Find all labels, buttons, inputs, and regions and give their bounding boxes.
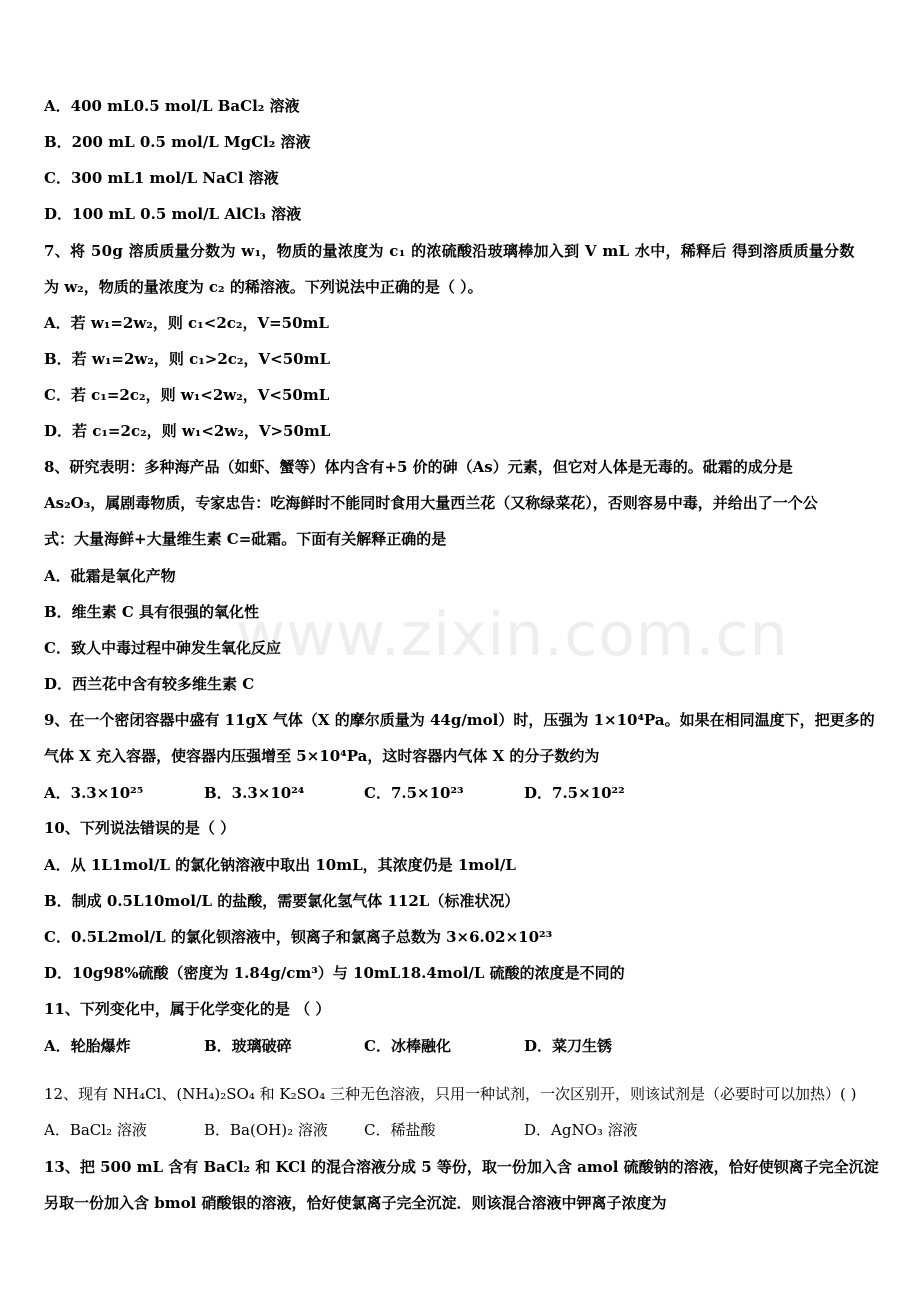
q13-stem-line-2: 另取一份加入含 bmol 硝酸银的溶液，恰好使氯离子完全沉淀．则该混合溶液中钾离子浓度为 — [44, 1194, 667, 1212]
q10-option-b: B．制成 0.5L10mol/L 的盐酸，需要氯化氢气体 112L（标准状况） — [44, 892, 520, 910]
q6-option-b: B．200 mL 0.5 mol/L MgCl₂ 溶液 — [44, 133, 311, 151]
q10-stem: 10、下列说法错误的是（ ） — [44, 819, 236, 837]
q9-stem-line-1: 9、在一个密闭容器中盛有 11gX 气体（X 的摩尔质量为 44g/mol）时，压强为 1×10⁴Pa。如果在相同温度下，把更多的 — [44, 711, 875, 729]
q8-option-b: B．维生素 C 具有很强的氧化性 — [44, 603, 260, 621]
q6-option-d: D．100 mL 0.5 mol/L AlCl₃ 溶液 — [44, 205, 302, 223]
q8-option-a: A．砒霜是氧化产物 — [44, 567, 176, 585]
q9-option-d: D．7.5×10²² — [524, 784, 625, 802]
q8-stem-line-2: As₂O₃，属剧毒物质，专家忠告：吃海鲜时不能同时食用大量西兰花（又称绿菜花），否则容易中毒，并给出了一个公 — [44, 494, 818, 512]
q8-stem-line-3: 式：大量海鲜+大量维生素 C=砒霜。下面有关解释正确的是 — [44, 530, 447, 548]
q8-option-d: D．西兰花中含有较多维生素 C — [44, 675, 255, 693]
q7-option-d: D．若 c₁=2c₂，则 w₁<2w₂，V>50mL — [44, 422, 331, 440]
q9-option-a: A．3.3×10²⁵ — [44, 784, 144, 802]
q11-option-a: A．轮胎爆炸 — [44, 1037, 131, 1055]
q13-stem-line-1: 13、把 500 mL 含有 BaCl₂ 和 KCl 的混合溶液分成 5 等份，取一份加入含 amol 硫酸钠的溶液，恰好使钡离子完全沉淀 — [44, 1158, 879, 1176]
q11-option-d: D．菜刀生锈 — [524, 1037, 613, 1055]
q7-stem-line-2: 为 w₂，物质的量浓度为 c₂ 的稀溶液。下列说法中正确的是（ ）。 — [44, 278, 483, 296]
q6-option-c: C．300 mL1 mol/L NaCl 溶液 — [44, 169, 279, 187]
q6-option-a: A．400 mL0.5 mol/L BaCl₂ 溶液 — [44, 97, 300, 115]
q12-stem: 12、现有 NH₄Cl、(NH₄)₂SO₄ 和 K₂SO₄ 三种无色溶液，只用一种试剂，一次区别开，则该试剂是（必要时可以加热）( ) — [44, 1085, 857, 1103]
q9-option-b: B．3.3×10²⁴ — [204, 784, 305, 802]
q10-option-c: C．0.5L2mol/L 的氯化钡溶液中，钡离子和氯离子总数为 3×6.02×10²³ — [44, 928, 553, 946]
q12-option-c: C．稀盐酸 — [364, 1121, 436, 1139]
watermark: www.zixin.com.cn — [236, 600, 789, 670]
q12-option-b: B．Ba(OH)₂ 溶液 — [204, 1121, 328, 1139]
q8-option-c: C．致人中毒过程中砷发生氧化反应 — [44, 639, 281, 657]
q12-option-d: D．AgNO₃ 溶液 — [524, 1121, 638, 1139]
q8-stem-line-1: 8、研究表明：多种海产品（如虾、蟹等）体内含有+5 价的砷（As）元素，但它对人体是无毒的。砒霜的成分是 — [44, 458, 793, 476]
q11-stem: 11、下列变化中，属于化学变化的是 （ ） — [44, 1000, 331, 1018]
q12-option-a: A．BaCl₂ 溶液 — [44, 1121, 147, 1139]
q7-option-b: B．若 w₁=2w₂，则 c₁>2c₂，V<50mL — [44, 350, 331, 368]
q10-option-d: D．10g98%硫酸（密度为 1.84g/cm³）与 10mL18.4mol/L 硫酸的浓度是不同的 — [44, 964, 625, 982]
q7-option-a: A．若 w₁=2w₂，则 c₁<2c₂，V=50mL — [44, 314, 329, 332]
q11-option-c: C．冰棒融化 — [364, 1037, 451, 1055]
q7-stem-line-1: 7、将 50g 溶质质量分数为 w₁，物质的量浓度为 c₁ 的浓硫酸沿玻璃棒加入到 V mL 水中，稀释后 得到溶质质量分数 — [44, 242, 855, 260]
q11-option-b: B．玻璃破碎 — [204, 1037, 292, 1055]
q10-option-a: A．从 1L1mol/L 的氯化钠溶液中取出 10mL，其浓度仍是 1mol/L — [44, 856, 516, 874]
q7-option-c: C．若 c₁=2c₂，则 w₁<2w₂，V<50mL — [44, 386, 330, 404]
q9-stem-line-2: 气体 X 充入容器，使容器内压强增至 5×10⁴Pa，这时容器内气体 X 的分子数约为 — [44, 747, 600, 765]
q9-option-c: C．7.5×10²³ — [364, 784, 464, 802]
